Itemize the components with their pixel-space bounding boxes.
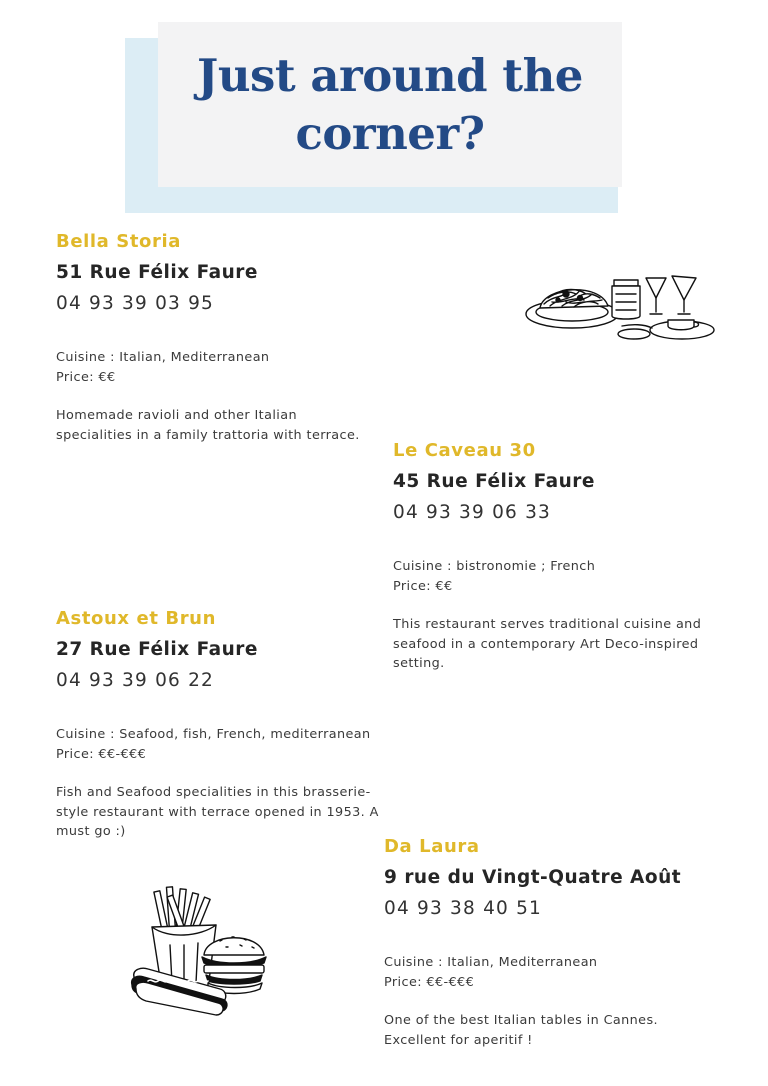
restaurant-card-da-laura bbox=[384, 835, 714, 1050]
restaurant-name: Bella Storia bbox=[56, 231, 182, 252]
restaurant-phone: 04 93 39 06 22 bbox=[56, 670, 215, 691]
page-title-line-1: Just around the bbox=[197, 48, 583, 102]
restaurant-price: Price: €€ bbox=[56, 369, 116, 385]
restaurant-card-astoux-et-brun bbox=[56, 607, 386, 842]
restaurant-description: This restaurant serves traditional cuisine and seafood in a contemporary Art Deco-inspired setting. bbox=[393, 617, 702, 671]
restaurant-address: 45 Rue Félix Faure bbox=[393, 471, 595, 492]
restaurant-description: Fish and Seafood specialities in this brasserie-style restaurant with terrace opened in 1953. A must go :) bbox=[56, 785, 379, 839]
page-title-line-2: corner? bbox=[295, 106, 485, 160]
restaurant-address: 27 Rue Félix Faure bbox=[56, 639, 258, 660]
restaurant-cuisine: Cuisine : bistronomie ; French bbox=[393, 559, 596, 574]
restaurant-description: Homemade ravioli and other Italian specialities in a family trattoria with terrace. bbox=[56, 408, 360, 443]
fast-food-icon bbox=[128, 885, 274, 1021]
restaurant-price: Price: €€-€€€ bbox=[384, 974, 475, 990]
restaurant-phone: 04 93 38 40 51 bbox=[384, 898, 543, 919]
restaurant-price: Price: €€ bbox=[393, 578, 453, 594]
restaurant-cuisine: Cuisine : Seafood, fish, French, mediterranean bbox=[56, 727, 371, 742]
restaurant-cuisine: Cuisine : Italian, Mediterranean bbox=[384, 955, 598, 970]
restaurant-phone: 04 93 39 03 95 bbox=[56, 293, 215, 314]
page-title bbox=[197, 47, 583, 163]
restaurant-address: 51 Rue Félix Faure bbox=[56, 262, 258, 283]
restaurant-address: 9 rue du Vingt-Quatre Août bbox=[384, 867, 682, 888]
restaurant-name: Astoux et Brun bbox=[56, 608, 217, 629]
restaurant-name: Le Caveau 30 bbox=[393, 440, 536, 461]
restaurant-phone: 04 93 39 06 33 bbox=[393, 502, 552, 523]
restaurant-price: Price: €€-€€€ bbox=[56, 746, 147, 762]
restaurant-card-le-caveau-30 bbox=[393, 439, 723, 674]
restaurant-name: Da Laura bbox=[384, 836, 480, 857]
restaurant-cuisine: Cuisine : Italian, Mediterranean bbox=[56, 350, 270, 365]
title-box bbox=[158, 22, 622, 187]
restaurant-card-bella-storia bbox=[56, 230, 376, 445]
pasta-dinner-icon bbox=[522, 268, 722, 350]
restaurant-description: One of the best Italian tables in Cannes. Excellent for aperitif ! bbox=[384, 1013, 658, 1048]
